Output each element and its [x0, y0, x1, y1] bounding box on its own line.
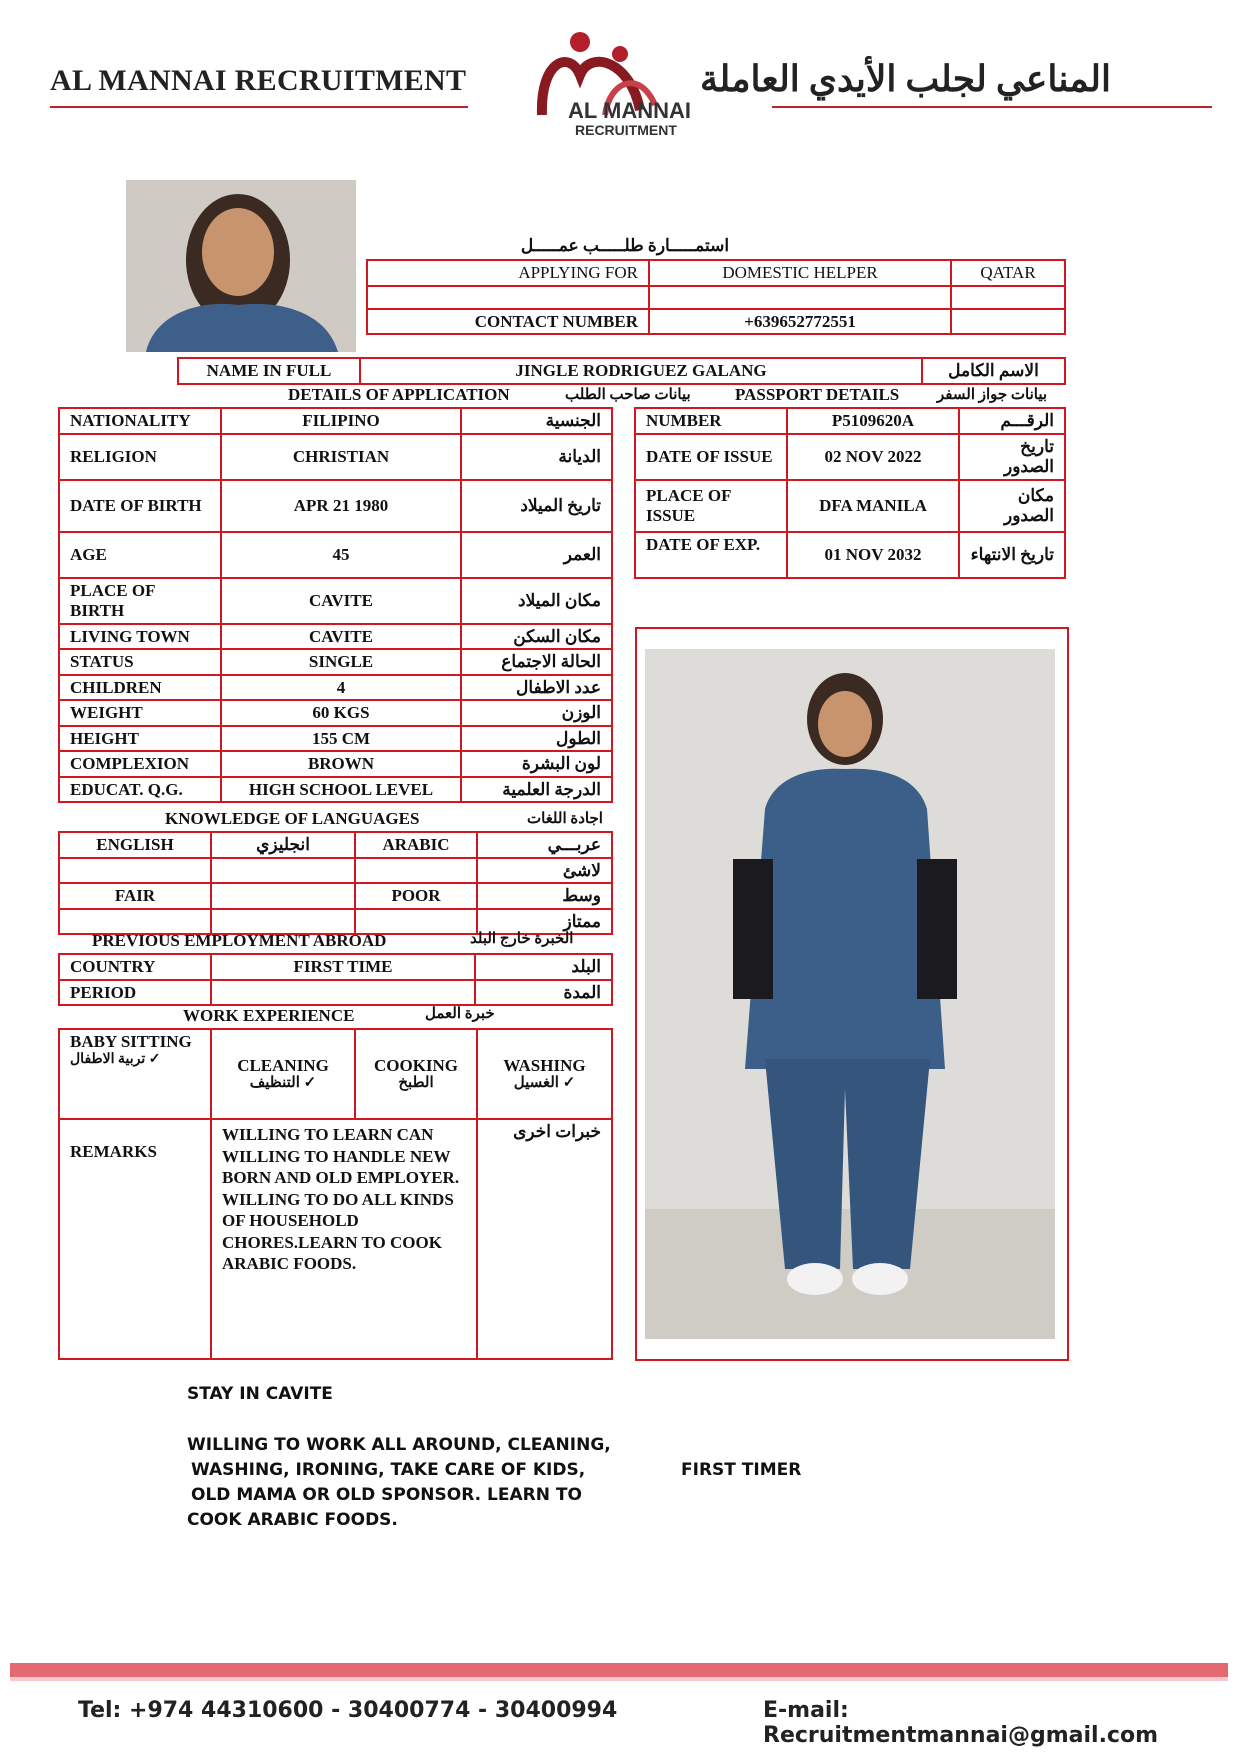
- detail-row: [59, 649, 612, 675]
- passport-table: [634, 407, 1066, 579]
- detail-value: APR 21 1980: [221, 480, 461, 532]
- passport-label: DATE OF ISSUE: [635, 434, 787, 480]
- detail-row: [59, 434, 612, 480]
- washing-check-icon: ✓: [562, 1075, 576, 1092]
- passport-label-arabic: تاريخ الصدور: [959, 434, 1065, 480]
- detail-value: CAVITE: [221, 578, 461, 624]
- cooking-label: COOKING: [373, 1055, 459, 1075]
- footer-divider: [10, 1663, 1228, 1677]
- detail-label: EDUCAT. Q.G.: [59, 777, 221, 803]
- washing-label-arabic: الغسيل: [513, 1075, 559, 1092]
- detail-label-arabic: مكان الميلاد: [461, 578, 612, 624]
- detail-label: AGE: [59, 532, 221, 578]
- detail-row: [59, 532, 612, 578]
- applicant-full-body-photo: [645, 649, 1055, 1339]
- detail-label-arabic: مكان السكن: [461, 624, 612, 650]
- passport-value: P5109620A: [787, 408, 959, 434]
- remarks-label: REMARKS: [59, 1119, 211, 1359]
- detail-value: SINGLE: [221, 649, 461, 675]
- detail-label: WEIGHT: [59, 700, 221, 726]
- languages-heading: KNOWLEDGE OF LANGUAGES: [165, 809, 420, 828]
- detail-label-arabic: الحالة الاجتماع: [461, 649, 612, 675]
- arabic-label-arabic: عربـــي: [477, 832, 612, 858]
- detail-row: [59, 726, 612, 752]
- passport-label: PLACE OF ISSUE: [635, 480, 787, 532]
- brand-name-english: AL MANNAI RECRUITMENT: [50, 64, 467, 97]
- english-level: FAIR: [59, 883, 211, 909]
- remarks-text: WILLING TO LEARN CAN WILLING TO HANDLE NEW BORN AND OLD EMPLOYER. WILLING TO DO ALL KINDS OF HOUSEHOLD CHORES.LEARN TO COOK ARABIC FOODS.: [211, 1119, 477, 1359]
- detail-row: [59, 700, 612, 726]
- work-experience-heading: WORK EXPERIENCE: [183, 1006, 355, 1025]
- arabic-label: ARABIC: [355, 832, 477, 858]
- previous-country-value: FIRST TIME: [211, 954, 475, 980]
- passport-label-arabic: مكان الصدور: [959, 480, 1065, 532]
- applicant-portrait-photo: [126, 180, 356, 352]
- washing-label: WASHING: [503, 1055, 586, 1075]
- detail-label: COMPLEXION: [59, 751, 221, 777]
- detail-label: HEIGHT: [59, 726, 221, 752]
- detail-label-arabic: العمر: [461, 532, 612, 578]
- contact-number-value: +639652772551: [649, 309, 951, 335]
- passport-row: [635, 532, 1065, 578]
- baby-sitting-cell: [59, 1029, 211, 1119]
- arabic-level: POOR: [355, 883, 477, 909]
- passport-row: [635, 434, 1065, 480]
- baby-sitting-label-arabic: تربية الاطفال: [70, 1051, 146, 1067]
- detail-label: PLACE OF BIRTH: [59, 578, 221, 624]
- detail-row: [59, 675, 612, 701]
- language-level-mid: وسط: [477, 883, 612, 909]
- previous-period-label: PERIOD: [59, 980, 211, 1006]
- work-experience-heading-arabic: خبرة العمل: [425, 1006, 495, 1022]
- detail-value: 155 CM: [221, 726, 461, 752]
- passport-label: DATE OF EXP.: [635, 532, 787, 578]
- detail-label: CHILDREN: [59, 675, 221, 701]
- passport-value: 01 NOV 2032: [787, 532, 959, 578]
- note-willing-line2: WASHING, IRONING, TAKE CARE OF KIDS,: [191, 1460, 586, 1480]
- footer-email: E-mail: Recruitmentmannai@gmail.com: [763, 1698, 1159, 1748]
- language-level-good: ممتاز: [477, 909, 612, 935]
- passport-value: 02 NOV 2022: [787, 434, 959, 480]
- passport-heading-arabic: بيانات جواز السفر: [937, 387, 1048, 403]
- applying-for-table: [366, 259, 1066, 335]
- cooking-cell: [355, 1029, 477, 1119]
- note-stay: STAY IN CAVITE: [187, 1384, 333, 1404]
- passport-label-arabic: تاريخ الانتهاء: [959, 532, 1065, 578]
- languages-heading-arabic: اجادة اللغات: [527, 811, 603, 827]
- note-willing-line1: WILLING TO WORK ALL AROUND, CLEANING,: [187, 1435, 611, 1455]
- washing-cell: [477, 1029, 612, 1119]
- destination-country: QATAR: [951, 260, 1065, 286]
- cleaning-label: CLEANING: [237, 1055, 329, 1075]
- detail-label-arabic: الطول: [461, 726, 612, 752]
- baby-sitting-check-icon: ✓: [148, 1051, 161, 1067]
- other-experience-label-arabic: خبرات اخرى: [477, 1119, 612, 1359]
- cooking-label-arabic: الطبخ: [398, 1075, 434, 1092]
- detail-label-arabic: الجنسية: [461, 408, 612, 434]
- detail-label-arabic: الوزن: [461, 700, 612, 726]
- contact-number-label: CONTACT NUMBER: [367, 309, 649, 335]
- detail-value: FILIPINO: [221, 408, 461, 434]
- details-table: [58, 407, 613, 803]
- detail-label-arabic: عدد الاطفال: [461, 675, 612, 701]
- detail-row: [59, 480, 612, 532]
- applying-for-value: DOMESTIC HELPER: [649, 260, 951, 286]
- english-label-arabic: انجليزي: [211, 832, 355, 858]
- detail-label: RELIGION: [59, 434, 221, 480]
- previous-country-label: COUNTRY: [59, 954, 211, 980]
- detail-label: NATIONALITY: [59, 408, 221, 434]
- detail-row: [59, 408, 612, 434]
- previous-period-label-arabic: المدة: [475, 980, 612, 1006]
- company-logo: [520, 20, 730, 140]
- passport-label-arabic: الرقـــم: [959, 408, 1065, 434]
- previous-employment-table: [58, 953, 613, 1006]
- brand-name-arabic: المناعي لجلب الأيدي العاملة: [699, 59, 1111, 99]
- detail-value: 60 KGS: [221, 700, 461, 726]
- details-heading: DETAILS OF APPLICATION: [288, 385, 510, 404]
- full-name-table: [177, 357, 1066, 385]
- passport-value: DFA MANILA: [787, 480, 959, 532]
- full-name-label: NAME IN FULL: [178, 358, 360, 384]
- language-level-none: لاشئ: [477, 858, 612, 884]
- detail-label-arabic: الدرجة العلمية: [461, 777, 612, 803]
- passport-row: [635, 408, 1065, 434]
- detail-label: LIVING TOWN: [59, 624, 221, 650]
- full-name-label-arabic: الاسم الكامل: [922, 358, 1065, 384]
- detail-row: [59, 751, 612, 777]
- languages-table: [58, 831, 613, 935]
- detail-label: STATUS: [59, 649, 221, 675]
- detail-row: [59, 777, 612, 803]
- detail-row: [59, 578, 612, 624]
- previous-employment-heading-arabic: الخبرة خارج البلد: [470, 931, 574, 947]
- logo-text-line2: RECRUITMENT: [575, 122, 677, 138]
- detail-label-arabic: تاريخ الميلاد: [461, 480, 612, 532]
- passport-row: [635, 480, 1065, 532]
- footer-divider-shadow: [10, 1677, 1228, 1681]
- form-title-arabic: استمـــــارة طلـــــب عمـــــل: [520, 236, 730, 255]
- detail-label-arabic: الديانة: [461, 434, 612, 480]
- detail-label: DATE OF BIRTH: [59, 480, 221, 532]
- detail-row: [59, 624, 612, 650]
- detail-value: BROWN: [221, 751, 461, 777]
- cleaning-check-icon: ✓: [303, 1075, 317, 1092]
- logo-text-line1: AL MANNAI: [568, 98, 692, 123]
- previous-employment-heading: PREVIOUS EMPLOYMENT ABROAD: [92, 931, 387, 950]
- passport-label: NUMBER: [635, 408, 787, 434]
- detail-value: CHRISTIAN: [221, 434, 461, 480]
- passport-heading: PASSPORT DETAILS: [735, 385, 900, 404]
- brand-underline-right: [772, 106, 1212, 108]
- work-experience-table: [58, 1028, 613, 1360]
- details-heading-arabic: بيانات صاحب الطلب: [565, 387, 691, 403]
- detail-value: CAVITE: [221, 624, 461, 650]
- footer-telephone: Tel: +974 44310600 - 30400774 - 30400994: [78, 1698, 618, 1723]
- note-first-timer: FIRST TIMER: [681, 1460, 802, 1480]
- detail-value: 4: [221, 675, 461, 701]
- detail-label-arabic: لون البشرة: [461, 751, 612, 777]
- detail-value: HIGH SCHOOL LEVEL: [221, 777, 461, 803]
- detail-value: 45: [221, 532, 461, 578]
- cleaning-cell: [211, 1029, 355, 1119]
- baby-sitting-label: BABY SITTING: [70, 1032, 192, 1051]
- cleaning-label-arabic: التنظيف: [249, 1075, 300, 1092]
- previous-country-label-arabic: البلد: [475, 954, 612, 980]
- note-willing-line3: OLD MAMA OR OLD SPONSOR. LEARN TO: [191, 1485, 582, 1505]
- applying-for-label: APPLYING FOR: [367, 260, 649, 286]
- english-label: ENGLISH: [59, 832, 211, 858]
- note-willing-line4: COOK ARABIC FOODS.: [187, 1510, 398, 1530]
- brand-underline-left: [50, 106, 468, 108]
- full-name-value: JINGLE RODRIGUEZ GALANG: [360, 358, 922, 384]
